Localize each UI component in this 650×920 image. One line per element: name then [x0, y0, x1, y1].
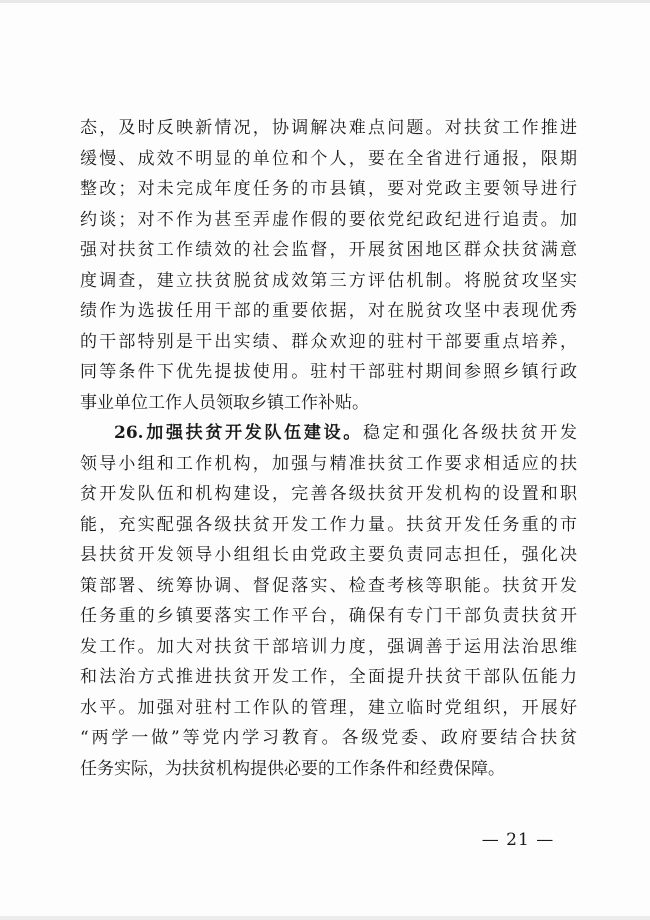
paragraph-line: 强对扶贫工作绩效的社会监督，开展贫困地区群众扶贫满意 [80, 240, 577, 260]
section-line: 领导小组和工作机构，加强与精准扶贫工作要求相适应的扶 [80, 453, 577, 474]
section-line: 任务实际，为扶贫机构提供必要的工作条件和经费保障。 [80, 758, 505, 779]
paragraph-line: 约谈；对不作为甚至弄虚作假的要依党纪政纪进行追责。加 [80, 209, 577, 230]
section-line: 发工作。加大对扶贫干部培训力度，强调善于运用法治思维 [80, 636, 577, 657]
page-bottom-edge [0, 916, 650, 920]
section-line: 和法治方式推进扶贫开发工作，全面提升扶贫干部队伍能力 [80, 667, 577, 687]
paragraph-line: 同等条件下优先提拔使用。驻村干部驻村期间参照乡镇行政 [80, 362, 577, 382]
section-first-line-text: 稳定和强化各级扶贫开发 [363, 423, 578, 443]
section-line: 水平。加强对驻村工作队的管理，建立临时党组织，开展好 [80, 697, 577, 718]
paragraph-line: 的干部特别是干出实绩、群众欢迎的驻村干部要重点培养， [80, 331, 577, 352]
paragraph-line: 绩作为选拔任用干部的重要依据，对在脱贫攻坚中表现优秀 [80, 301, 577, 321]
section-line: 贫开发队伍和机构建设，完善各级扶贫开发机构的设置和职 [80, 484, 577, 504]
page-number: — 21 — [481, 830, 555, 850]
paragraph-line: 事业单位工作人员领取乡镇工作补贴。 [80, 392, 369, 413]
section-line: 能，充实配强各级扶贫开发工作力量。扶贫开发任务重的市 [80, 514, 577, 535]
page-top-edge [0, 0, 650, 3]
paragraph-line: 整改；对未完成年度任务的市县镇，要对党政主要领导进行 [80, 179, 577, 199]
paragraph-line: 态，及时反映新情况，协调解决难点问题。对扶贫工作推进 [80, 118, 577, 138]
section-heading: 26.加强扶贫开发队伍建设。 [114, 423, 363, 443]
section-first-line [80, 418, 577, 449]
section-line: “两学一做”等党内学习教育。各级党委、政府要结合扶贫 [80, 728, 577, 748]
section-line: 策部署、统筹协调、督促落实、检查考核等职能。扶贫开发 [80, 575, 577, 596]
paragraph-line: 缓慢、成效不明显的单位和个人，要在全省进行通报，限期 [80, 148, 577, 169]
section-line: 任务重的乡镇要落实工作平台，确保有专门干部负责扶贫开 [80, 606, 577, 626]
section-line: 县扶贫开发领导小组组长由党政主要负责同志担任，强化决 [80, 545, 577, 565]
body-text [80, 113, 577, 784]
paragraph-line: 度调查，建立扶贫脱贫成效第三方评估机制。将脱贫攻坚实 [80, 270, 577, 291]
